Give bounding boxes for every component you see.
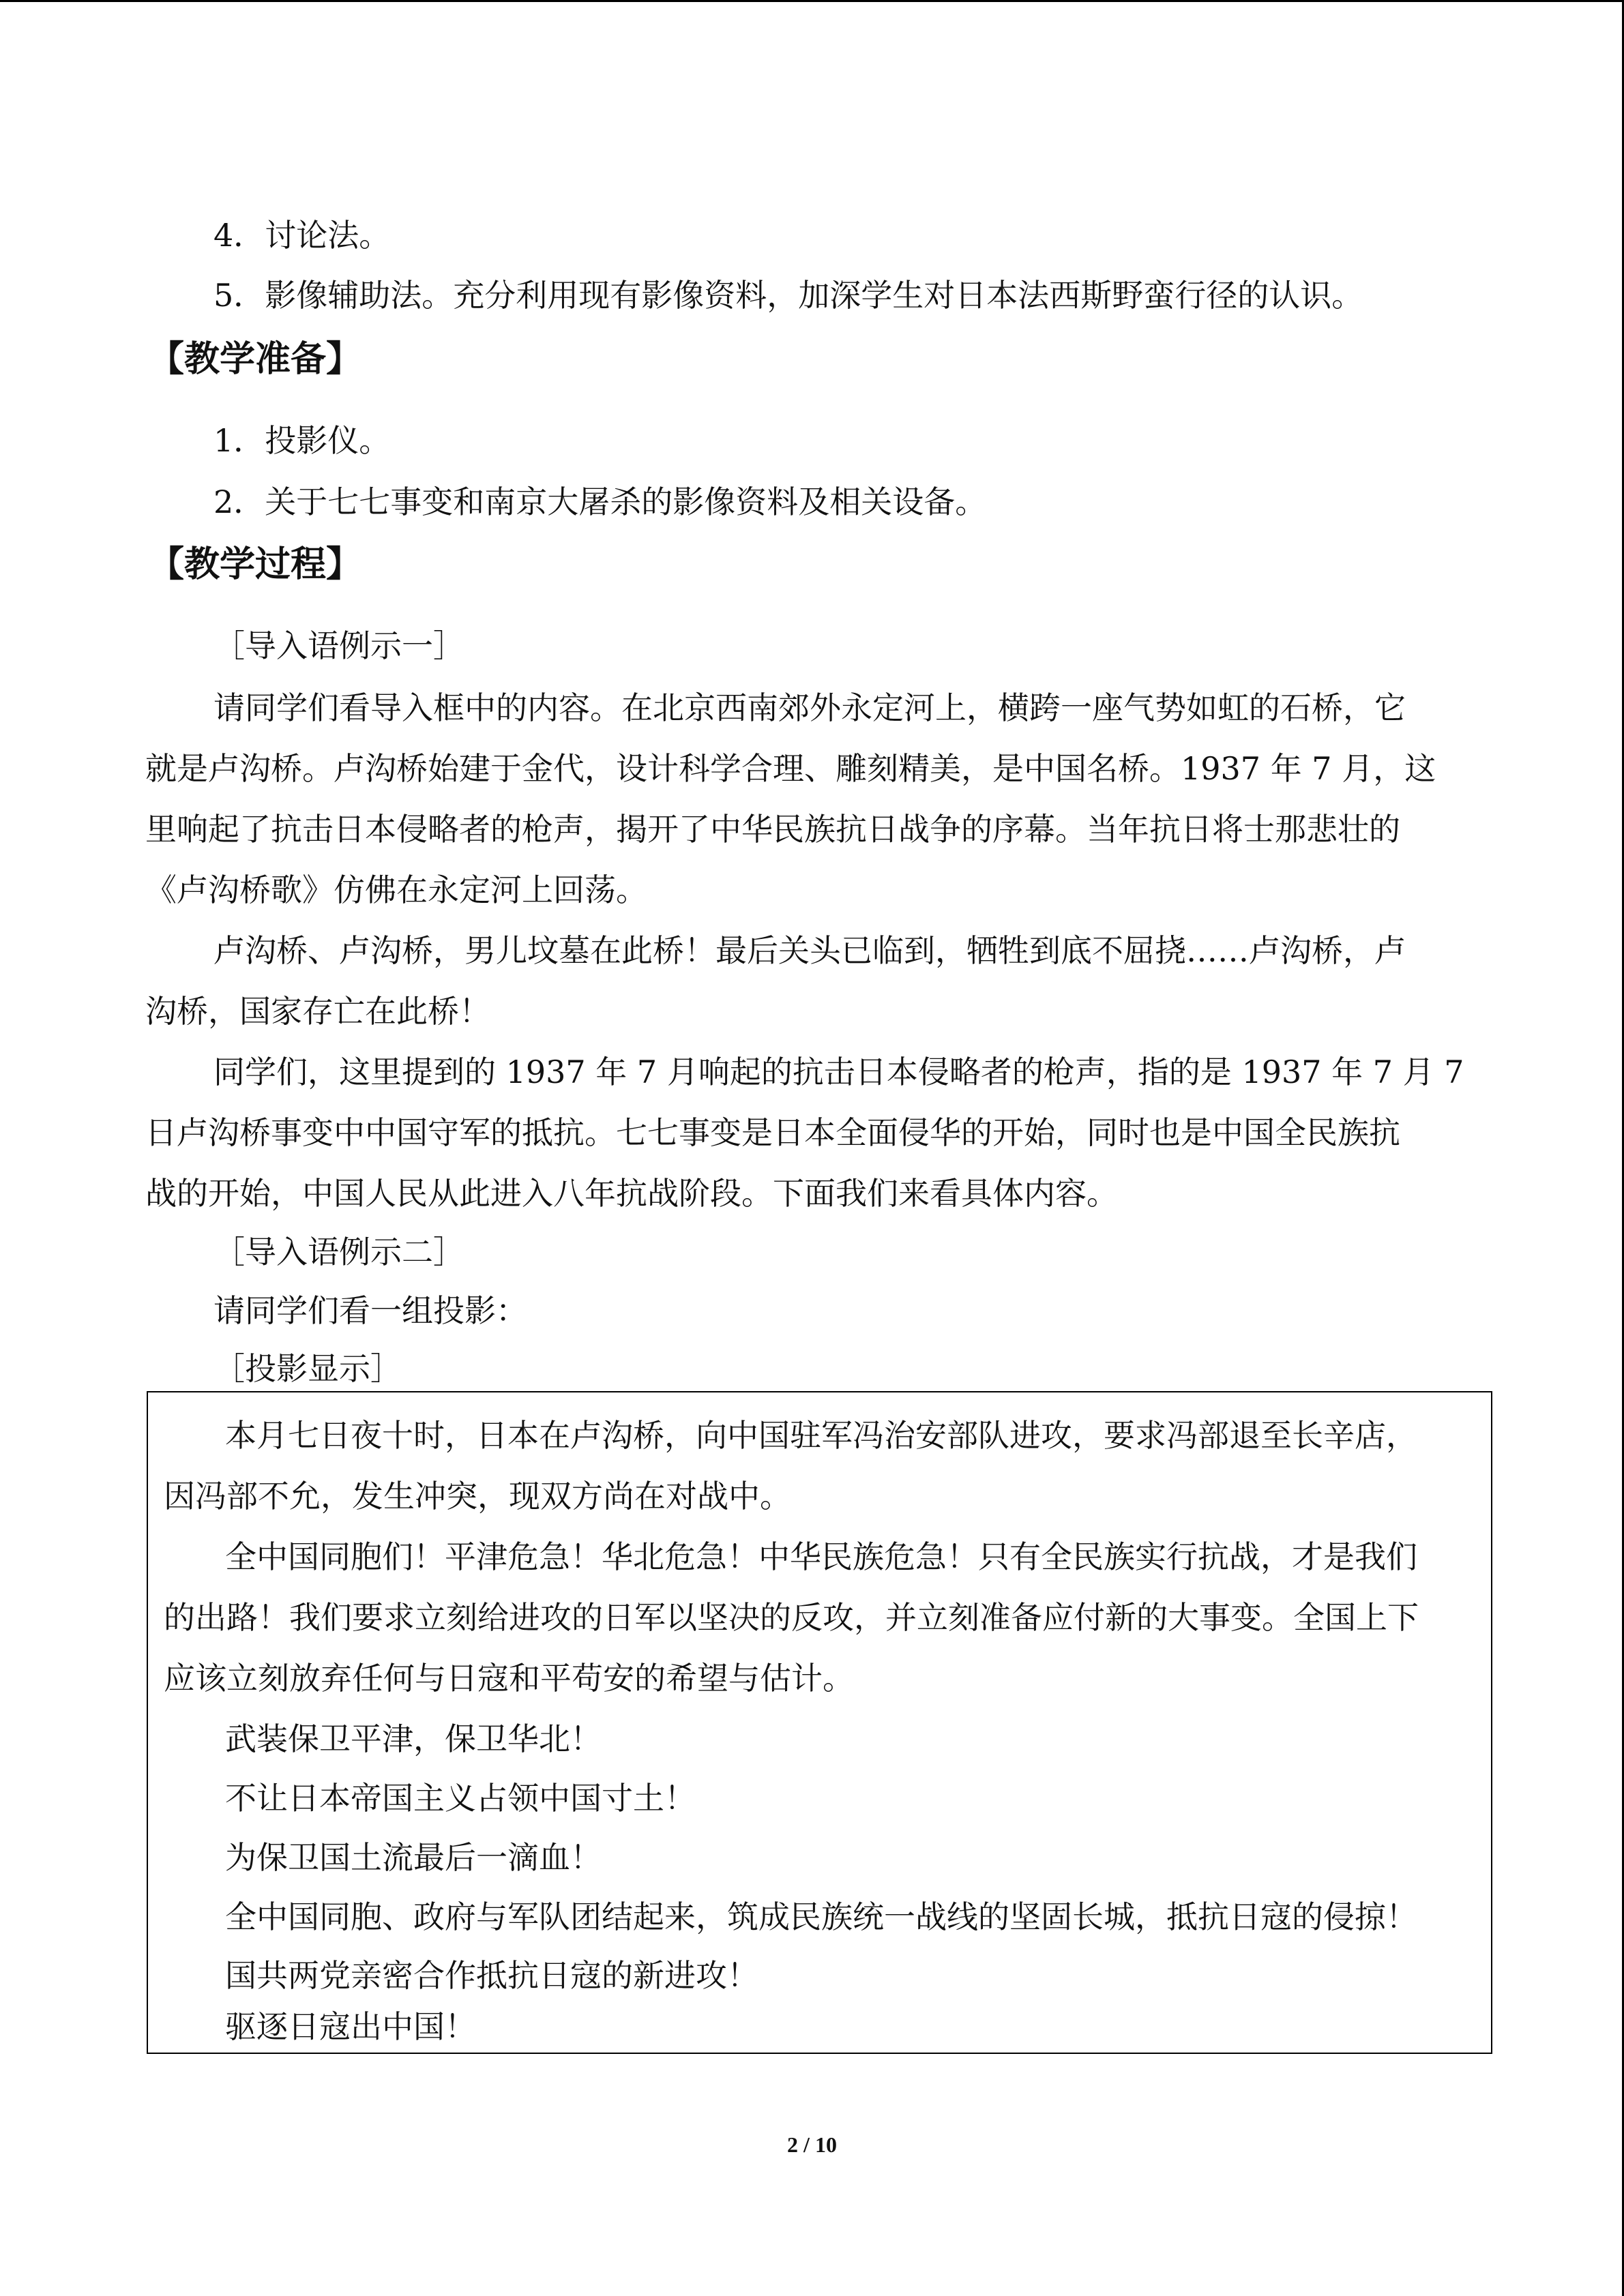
projection-box	[147, 1391, 1492, 2054]
intro-example-2-label: ［导入语例示二］	[213, 1234, 464, 1270]
slogan-line: 全中国同胞、政府与军队团结起来，筑成民族统一战线的坚固长城，抵抗日寇的侵掠！	[225, 1898, 1417, 1935]
slogan-line: 驱逐日寇出中国！	[225, 2008, 476, 2045]
section-heading-process: 【教学过程】	[149, 543, 362, 585]
method-item-4: 4．讨论法。	[213, 217, 391, 254]
slogan-line: 武装保卫平津，保卫华北！	[225, 1720, 602, 1757]
section-heading-preparation: 【教学准备】	[149, 338, 362, 380]
intro-example-1-label: ［导入语例示一］	[213, 627, 464, 664]
paragraph-line: 就是卢沟桥。卢沟桥始建于金代，设计科学合理、雕刻精美，是中国名桥。1937 年 7 月，这	[145, 750, 1436, 787]
paragraph-line: 战的开始，中国人民从此进入八年抗战阶段。下面我们来看具体内容。	[145, 1175, 1118, 1212]
paragraph-line: 同学们，这里提到的 1937 年 7 月响起的抗击日本侵略者的枪声，指的是 1937 年 7 月 7	[213, 1054, 1464, 1090]
paragraph-line: 里响起了抗击日本侵略者的枪声，揭开了中华民族抗日战争的序幕。当年抗日将士那悲壮的	[145, 811, 1400, 848]
slogan-line: 为保卫国土流最后一滴血！	[225, 1839, 602, 1876]
box-paragraph-line: 全中国同胞们！平津危急！华北危急！中华民族危急！只有全民族实行抗战，才是我们	[225, 1538, 1417, 1575]
box-paragraph-line: 本月七日夜十时，日本在卢沟桥，向中国驻军冯治安部队进攻，要求冯部退至长辛店，	[225, 1417, 1417, 1454]
preparation-item-2: 2．关于七七事变和南京大屠杀的影像资料及相关设备。	[213, 483, 987, 520]
paragraph-line: 日卢沟桥事变中中国守军的抵抗。七七事变是日本全面侵华的开始，同时也是中国全民族抗	[145, 1114, 1400, 1151]
paragraph-line: 请同学们看导入框中的内容。在北京西南郊外永定河上，横跨一座气势如虹的石桥，它	[213, 689, 1406, 726]
slogan-line: 国共两党亲密合作抵抗日寇的新进攻！	[225, 1957, 758, 1994]
top-border-rule	[0, 0, 1624, 2]
box-paragraph-line: 因冯部不允，发生冲突，现双方尚在对战中。	[164, 1478, 791, 1515]
song-lyric-line: 沟桥，国家存亡在此桥！	[145, 993, 490, 1030]
method-item-5: 5．影像辅助法。充分利用现有影像资料，加深学生对日本法西斯野蛮行径的认识。	[213, 277, 1363, 314]
paragraph-line: 请同学们看一组投影：	[213, 1292, 527, 1329]
preparation-item-1: 1．投影仪。	[213, 422, 391, 459]
projection-label: ［投影显示］	[213, 1350, 402, 1387]
box-paragraph-line: 的出路！我们要求立刻给进攻的日军以坚决的反攻，并立刻准备应付新的大事变。全国上下	[164, 1599, 1419, 1636]
paragraph-line: 《卢沟桥歌》仿佛在永定河上回荡。	[145, 871, 647, 908]
box-paragraph-line: 应该立刻放弃任何与日寇和平苟安的希望与估计。	[164, 1660, 854, 1697]
slogan-line: 不让日本帝国主义占领中国寸土！	[225, 1780, 696, 1817]
page-number: 2 / 10	[787, 2132, 837, 2157]
song-lyric-line: 卢沟桥、卢沟桥，男儿坟墓在此桥！最后关头已临到，牺牲到底不屈挠……卢沟桥，卢	[213, 932, 1406, 969]
